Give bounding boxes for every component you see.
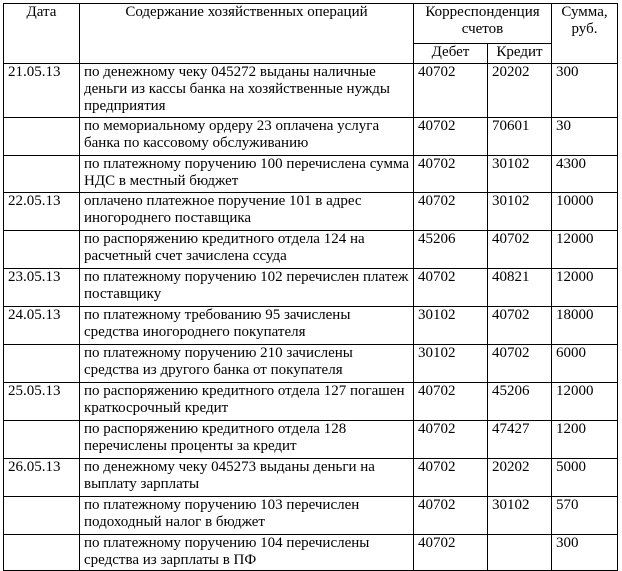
cell-description: по платежному поручению 102 перечислен платеж поставщику <box>80 269 414 307</box>
cell-date <box>4 118 80 156</box>
cell-amount: 4300 <box>552 156 618 193</box>
cell-description: по распоряжению кредитного отдела 124 на расчетный счет зачислена ссуда <box>80 231 414 269</box>
cell-description: по платежному поручению 100 перечислена сумма НДС в местный бюджет <box>80 156 414 193</box>
header-credit: Кредит <box>488 44 552 64</box>
cell-credit: 45206 <box>488 383 552 421</box>
cell-credit: 30102 <box>488 193 552 231</box>
cell-credit <box>488 535 552 571</box>
table-row <box>4 459 618 497</box>
cell-debit: 40702 <box>414 193 488 231</box>
cell-debit: 40702 <box>414 64 488 118</box>
header-correspondence: Корреспонденция счетов <box>414 4 552 44</box>
header-description: Содержание хозяйственных операций <box>80 4 414 64</box>
table-row <box>4 64 618 118</box>
cell-credit: 40702 <box>488 307 552 345</box>
cell-credit: 30102 <box>488 497 552 535</box>
cell-date <box>4 497 80 535</box>
cell-description: оплачено платежное поручение 101 в адрес иногороднего поставщика <box>80 193 414 231</box>
cell-credit: 40702 <box>488 231 552 269</box>
cell-description: по платежному поручению 210 зачислены средства из другого банка от покупателя <box>80 345 414 383</box>
cell-debit: 40702 <box>414 535 488 571</box>
cell-debit: 40702 <box>414 383 488 421</box>
cell-date: 24.05.13 <box>4 307 80 345</box>
cell-date: 26.05.13 <box>4 459 80 497</box>
cell-date: 23.05.13 <box>4 269 80 307</box>
cell-amount: 12000 <box>552 383 618 421</box>
cell-date <box>4 231 80 269</box>
cell-description: по мемориальному ордеру 23 оплачена услуга банка по кассовому обслуживанию <box>80 118 414 156</box>
cell-amount: 5000 <box>552 459 618 497</box>
cell-description: по платежному поручению 104 перечислены средства из зарплаты в ПФ <box>80 535 414 571</box>
cell-date: 22.05.13 <box>4 193 80 231</box>
cell-credit: 20202 <box>488 64 552 118</box>
cell-amount: 18000 <box>552 307 618 345</box>
cell-debit: 40702 <box>414 421 488 459</box>
cell-description: по денежному чеку 045272 выданы наличные деньги из кассы банка на хозяйственные нужды предприятия <box>80 64 414 118</box>
table-row <box>4 156 618 193</box>
header-debit: Дебет <box>414 44 488 64</box>
table-row <box>4 307 618 345</box>
table-row <box>4 497 618 535</box>
cell-debit: 45206 <box>414 231 488 269</box>
cell-description: по платежному поручению 103 перечислен подоходный налог в бюджет <box>80 497 414 535</box>
table-row <box>4 269 618 307</box>
cell-credit: 40821 <box>488 269 552 307</box>
cell-debit: 40702 <box>414 269 488 307</box>
table-row <box>4 383 618 421</box>
cell-debit: 40702 <box>414 497 488 535</box>
cell-date: 21.05.13 <box>4 64 80 118</box>
cell-amount: 12000 <box>552 231 618 269</box>
header-date: Дата <box>4 4 80 64</box>
cell-date <box>4 421 80 459</box>
table-row <box>4 231 618 269</box>
cell-date <box>4 156 80 193</box>
cell-debit: 40702 <box>414 118 488 156</box>
cell-amount: 1200 <box>552 421 618 459</box>
cell-amount: 570 <box>552 497 618 535</box>
cell-amount: 300 <box>552 64 618 118</box>
cell-debit: 30102 <box>414 345 488 383</box>
cell-amount: 10000 <box>552 193 618 231</box>
header-amount: Сумма, руб. <box>552 4 618 64</box>
cell-credit: 30102 <box>488 156 552 193</box>
cell-credit: 40702 <box>488 345 552 383</box>
cell-debit: 40702 <box>414 459 488 497</box>
cell-amount: 300 <box>552 535 618 571</box>
table-row <box>4 193 618 231</box>
cell-date: 25.05.13 <box>4 383 80 421</box>
cell-amount: 30 <box>552 118 618 156</box>
cell-amount: 12000 <box>552 269 618 307</box>
cell-description: по платежному требованию 95 зачислены средства иногороднего покупателя <box>80 307 414 345</box>
cell-debit: 40702 <box>414 156 488 193</box>
cell-date <box>4 535 80 571</box>
cell-description: по распоряжению кредитного отдела 127 погашен краткосрочный кредит <box>80 383 414 421</box>
table-row <box>4 345 618 383</box>
cell-credit: 70601 <box>488 118 552 156</box>
table-row <box>4 535 618 571</box>
cell-credit: 47427 <box>488 421 552 459</box>
table-row <box>4 118 618 156</box>
cell-debit: 30102 <box>414 307 488 345</box>
cell-credit: 20202 <box>488 459 552 497</box>
cell-description: по распоряжению кредитного отдела 128 перечислены проценты за кредит <box>80 421 414 459</box>
table-body <box>4 64 618 571</box>
cell-amount: 6000 <box>552 345 618 383</box>
table-row <box>4 421 618 459</box>
operations-table <box>3 3 618 571</box>
cell-date <box>4 345 80 383</box>
cell-description: по денежному чеку 045273 выданы деньги на выплату зарплаты <box>80 459 414 497</box>
